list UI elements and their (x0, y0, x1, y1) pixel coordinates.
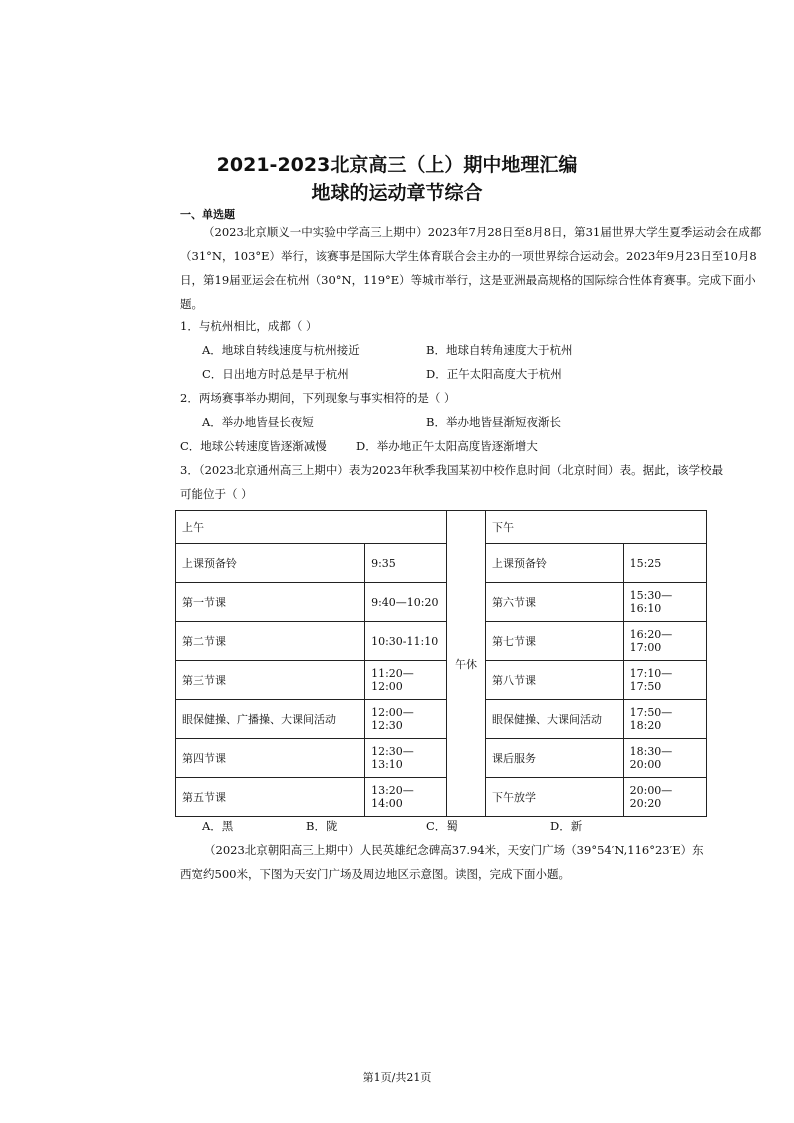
table-row (176, 544, 707, 583)
question-2-stem: 2．两场赛事举办期间，下列现象与事实相符的是（ ） (180, 391, 456, 405)
noon-break-cell: 午休 (447, 511, 486, 817)
question-2-option-d: D．举办地正午太阳高度皆逐渐增大 (356, 439, 538, 453)
question-2-option-a: A．举办地皆昼长夜短 (202, 415, 314, 429)
table-row (176, 622, 707, 661)
am-item-time: 9:35 (365, 544, 447, 583)
schedule-header-row (176, 511, 707, 544)
pm-item-name: 上课预备铃 (486, 544, 624, 583)
am-item-name: 上课预备铃 (176, 544, 365, 583)
question-3-stem-line1: 3．（2023北京通州高三上期中）表为2023年秋季我国某初中校作息时间（北京时间）表。据此，该学校最 (180, 463, 724, 477)
table-row (176, 739, 707, 778)
pm-item-name: 第八节课 (486, 661, 624, 700)
am-item-name: 第一节课 (176, 583, 365, 622)
pm-item-name: 眼保健操、大课间活动 (486, 700, 624, 739)
question-3-option-b: B．陇 (306, 819, 338, 833)
document-subtitle: 地球的运动章节综合 (311, 182, 483, 204)
am-item-time: 11:20—12:00 (365, 661, 447, 700)
pm-item-name: 课后服务 (486, 739, 624, 778)
am-item-time: 13:20—14:00 (365, 778, 447, 817)
question-4-intro-line2: 西宽约500米，下图为天安门广场及周边地区示意图。读图，完成下面小题。 (180, 867, 570, 881)
am-item-name: 第四节课 (176, 739, 365, 778)
pm-item-name: 第七节课 (486, 622, 624, 661)
am-item-name: 第五节课 (176, 778, 365, 817)
section-heading: 一、单选题 (180, 208, 235, 221)
am-header: 上午 (176, 511, 447, 544)
am-item-name: 第三节课 (176, 661, 365, 700)
am-item-name: 眼保健操、广播操、大课间活动 (176, 700, 365, 739)
pm-item-time: 18:30—20:00 (623, 739, 706, 778)
schedule-table (175, 510, 707, 817)
question-1-stem: 1．与杭州相比，成都（ ） (180, 319, 318, 333)
pm-item-time: 20:00—20:20 (623, 778, 706, 817)
question-3-stem-line2: 可能位于（ ） (180, 487, 253, 501)
table-row (176, 583, 707, 622)
am-item-time: 12:00—12:30 (365, 700, 447, 739)
table-row (176, 700, 707, 739)
am-item-time: 10:30-11:10 (365, 622, 447, 661)
question-1-option-c: C．日出地方时总是早于杭州 (202, 367, 349, 381)
table-row (176, 661, 707, 700)
document-title: 2021-2023北京高三（上）期中地理汇编 (216, 154, 578, 176)
am-item-name: 第二节课 (176, 622, 365, 661)
question-4-intro-line1: （2023北京朝阳高三上期中）人民英雄纪念碑高37.94米，天安门广场（39°54′N,116°23′E）东 (204, 843, 704, 857)
pm-item-time: 16:20—17:00 (623, 622, 706, 661)
page-footer: 第1页/共21页 (362, 1071, 432, 1084)
table-row (176, 778, 707, 817)
question-1-option-d: D．正午太阳高度大于杭州 (426, 367, 562, 381)
intro-paragraph: （2023北京顺义一中实验中学高三上期中）2023年7月28日至8月8日，第31届世界大学生夏季运动会在成都（31°N，103°E）举行，该赛事是国际大学生体育联合会主办的一项世界综合运动会。2023年9月23日至10月8日，第19届亚运会在杭州（30°N，119°E）等城市举行，这是亚洲最高规格的国际综合性体育赛事。完成下面小题。 (180, 225, 762, 311)
pm-item-name: 第六节课 (486, 583, 624, 622)
question-3-option-d: D．新 (550, 819, 583, 833)
pm-item-time: 17:10—17:50 (623, 661, 706, 700)
pm-item-time: 15:30—16:10 (623, 583, 706, 622)
question-1-option-a: A．地球自转线速度与杭州接近 (202, 343, 360, 357)
am-item-time: 9:40—10:20 (365, 583, 447, 622)
am-item-time: 12:30—13:10 (365, 739, 447, 778)
pm-item-name: 下午放学 (486, 778, 624, 817)
question-1-option-b: B．地球自转角速度大于杭州 (426, 343, 573, 357)
pm-item-time: 15:25 (623, 544, 706, 583)
question-2-option-b: B．举办地皆昼渐短夜渐长 (426, 415, 561, 429)
pm-item-time: 17:50—18:20 (623, 700, 706, 739)
question-3-option-c: C．蜀 (426, 819, 458, 833)
question-3-option-a: A．黑 (202, 819, 234, 833)
question-2-option-c: C．地球公转速度皆逐渐减慢 (180, 439, 327, 453)
pm-header: 下午 (486, 511, 707, 544)
